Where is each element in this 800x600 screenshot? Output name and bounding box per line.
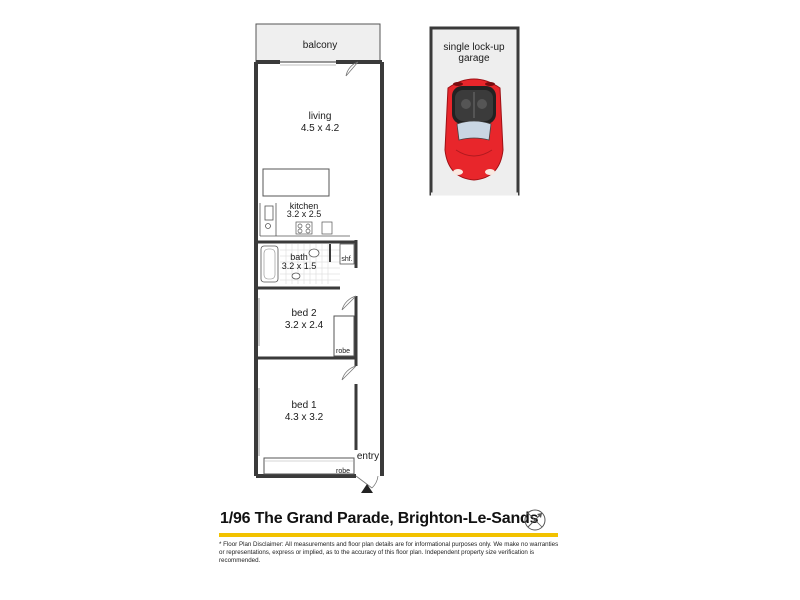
toilet-icon: [309, 249, 319, 257]
basin-icon: [292, 273, 300, 279]
bed2-size: 3.2 x 2.4: [284, 320, 324, 331]
balcony-door-swing: [346, 62, 358, 76]
living-size: 4.5 x 4.2: [300, 123, 340, 134]
bath-label: bath: [290, 252, 308, 262]
sink-icon: [265, 206, 273, 220]
floor-plan-disclaimer: * Floor Plan Disclaimer: All measurements and floor plan details are for informational purposes only. We make no warranties or representations, express or implied, as to the accuracy of this floor plan. Independent property size verification is recommended.: [219, 541, 559, 564]
kitchen-label: kitchen: [289, 201, 319, 211]
balcony-label: balcony: [302, 40, 338, 51]
bath-size: 3.2 x 1.5: [281, 261, 317, 271]
bed2-label: bed 2: [291, 308, 317, 319]
entry-arrow-icon: [361, 484, 373, 493]
bed1-size: 4.3 x 3.2: [284, 412, 324, 423]
car-icon: [445, 79, 503, 180]
robe1-label: robe: [335, 468, 351, 475]
shelf-label: shf.: [341, 256, 353, 263]
bed1-label: bed 1: [291, 400, 317, 411]
stove-icon: [296, 222, 312, 234]
garage-label-line2: garage: [458, 53, 490, 64]
compass-icon: [522, 507, 548, 533]
entry-label: entry: [356, 451, 380, 462]
kitchen-island: [263, 169, 329, 196]
bed1-door-swing: [342, 366, 356, 380]
living-label: living: [308, 111, 332, 122]
cooktop-icon: [266, 224, 271, 229]
accent-bar: [219, 533, 558, 537]
robe2-label: robe: [335, 348, 351, 355]
kitchen-size: 3.2 x 2.5: [286, 209, 322, 219]
garage-label-line1: single lock-up: [443, 42, 505, 53]
property-address: 1/96 The Grand Parade, Brighton-Le-Sands: [220, 510, 539, 527]
bathtub-icon: [261, 246, 278, 282]
fridge-icon: [322, 222, 332, 234]
bed2-door-swing: [342, 296, 356, 310]
